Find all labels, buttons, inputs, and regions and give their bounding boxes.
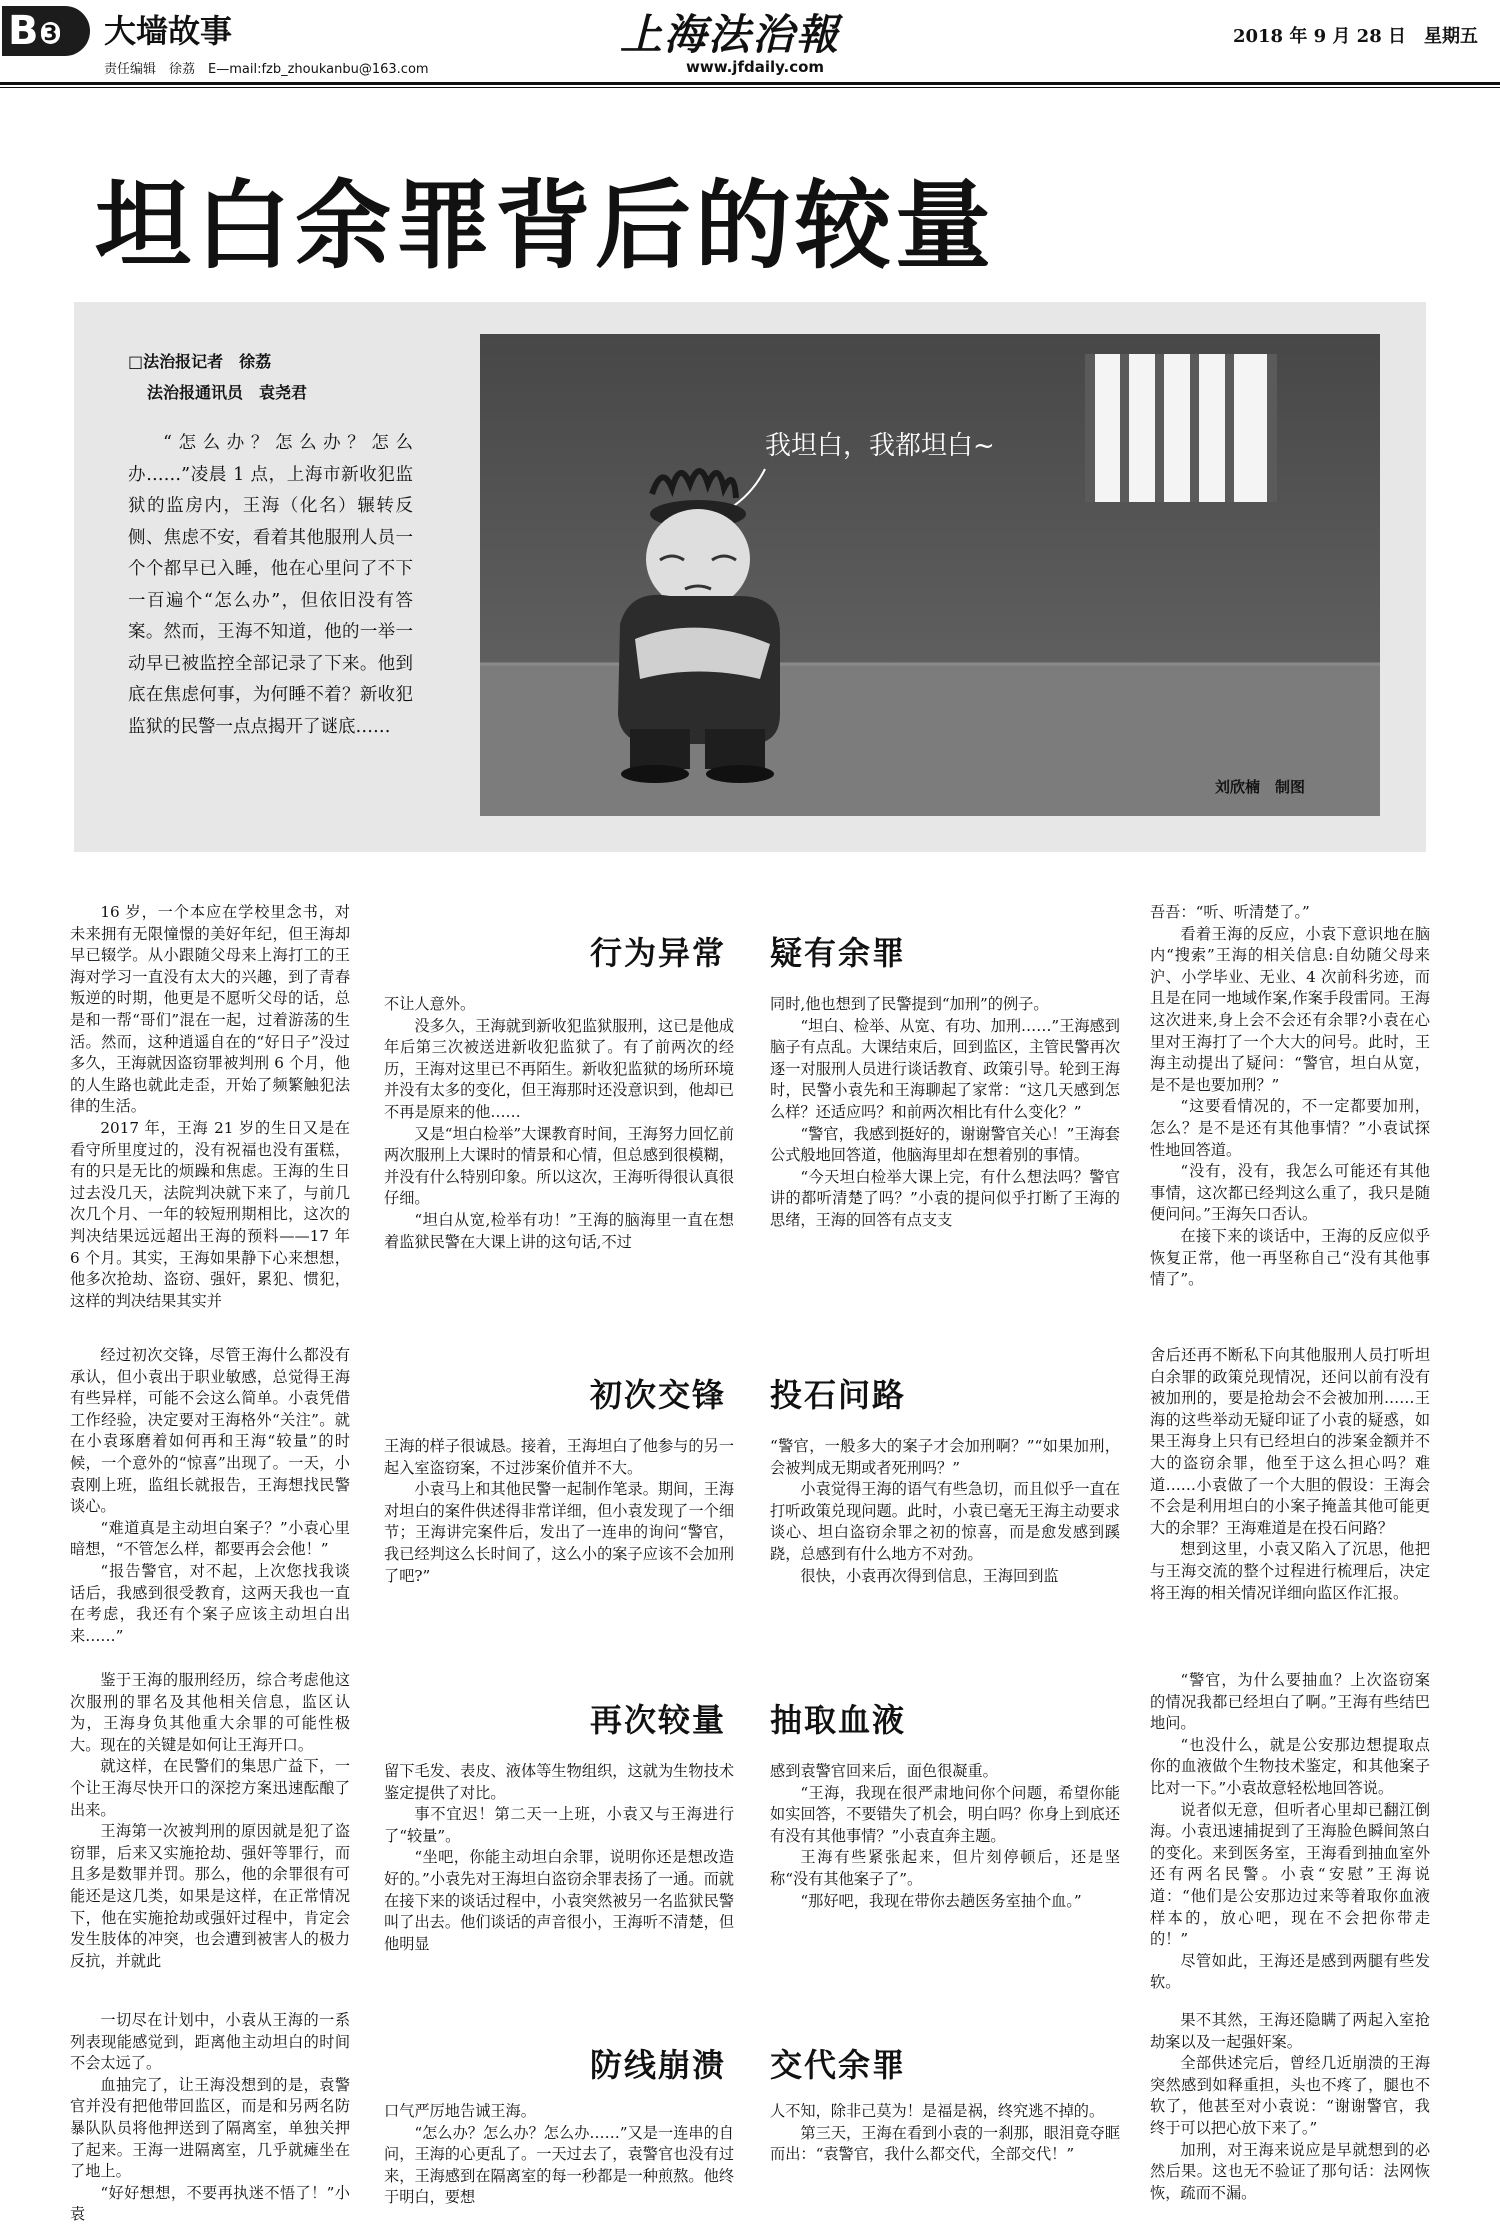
- column-1-2: 不让人意外。 没多久，王海就到新收犯监狱服刑，这已是他成年后第三次被送进新收犯监狱了。有了前两次的经历，王海对这里已不再陌生。新收犯监狱的场所环境并没有太多的变化，但王海那时还没意识到，他却已不再是原来的他…… 又是“坦白检举”大课教育时间，王海努力回忆前两次服刑上大课时的情景和心情，但总感到很模糊，并没有什么特别印象。所以这次，王海听得很认真很仔细。 “坦白从宽,检举有功！”王海的脑海里一直在想着监狱民警在大课上讲的这句话,不过: [384, 995, 734, 1251]
- column-4-4: 果不其然，王海还隐瞒了两起入室抢劫案以及一起强奸案。 全部供述完后，曾经几近崩溃的王海突然感到如释重担，头也不疼了，腿也不软了，他甚至对小袁说：“谢谢警官，我终于可以把心放下来了。” 加刑，对王海来说应是早就想到的必然后果。这也无不验证了那句话：法网恢恢，疏而不漏。: [1150, 2011, 1430, 2202]
- subhead-right-4: 交代余罪: [770, 2046, 907, 2084]
- byline-reporter: □法治报记者 徐荔: [128, 352, 272, 371]
- byline-correspondent: 法治报通讯员 袁尧君: [147, 383, 308, 402]
- prison-window: [1085, 354, 1277, 502]
- column-4-1: 一切尽在计划中，小袁从王海的一系列表现能感觉到，距离他主动坦白的时间不会太远了。 血抽完了，让王海没想到的是，袁警官并没有把他带回监区，而是和另两名防暴队队员将他押送到了隔离室，单独关押了起来。王海一进隔离室，几乎就瘫坐在了地上。 “好好想想，不要再执迷不悟了！”小袁: [70, 2011, 350, 2224]
- column-4-2: 口气严厉地告诫王海。 “怎么办？怎么办？怎么办……”又是一连串的自问，王海的心更乱了。一天过去了，袁警官也没有过来，王海感到在隔离室的每一秒都是一种煎熬。他终于明白，要想: [384, 2102, 734, 2207]
- column-3-3: 感到袁警官回来后，面色很凝重。 “王海，我现在很严肃地问你个问题，希望你能如实回答，不要错失了机会，明白吗？你身上到底还有没有其他事情？”小袁直奔主题。 王海有些紧张起来，但片刻停顿后，还是坚称“没有其他案子了”。 “那好吧，我现在带你去趟医务室抽个血。”: [770, 1762, 1120, 1910]
- subhead-right-1: 疑有余罪: [770, 934, 907, 972]
- intro-paragraph: “怎么办？怎么办？怎么办……”凌晨 1 点，上海市新收犯监狱的监房内，王海（化名）辗转反侧、焦虑不安，看着其他服刑人员一个个都早已入睡，他在心里问了不下一百遍个“怎么办”，但依旧没有答案。然而，王海不知道，他的一举一动早已被监控全部记录了下来。他到底在焦虑何事，为何睡不着？新收犯监狱的民警一点点揭开了谜底……: [128, 433, 413, 737]
- editor-line: 责任编辑 徐荔 E—mail:fzb_zhoukanbu@163.com: [104, 62, 429, 77]
- column-2-3: “警官，一般多大的案子才会加刑啊？”“如果加刑，会被判成无期或者死刑吗？” 小袁觉得王海的语气有些急切，而且似乎一直在打听政策兑现问题。此时，小袁已毫无王海主动要求谈心、坦白盗窃余罪之初的惊喜，而是愈发感到蹊跷，总感到有什么地方不对劲。 很快，小袁再次得到信息，王海回到监: [770, 1437, 1120, 1585]
- column-3-2: 留下毛发、表皮、液体等生物组织，这就为生物技术鉴定提供了对比。 事不宜迟！第二天一上班，小袁又与王海进行了“较量”。 “坐吧，你能主动坦白余罪，说明你还是想改造好的。”小袁先对王海坦白盗窃余罪表扬了一通。而就在接下来的谈话过程中，小袁突然被另一名监狱民警叫了出去。他们谈话的声音很小，王海听不清楚，但他明显: [384, 1762, 734, 1953]
- website-link[interactable]: www.jfdaily.com: [686, 58, 825, 76]
- subhead-right-2: 投石问路: [770, 1376, 907, 1414]
- subhead-left-1: 行为异常: [590, 934, 727, 972]
- header-rule: [0, 82, 1500, 85]
- newspaper-masthead: 上海法治報: [620, 10, 841, 59]
- subhead-left-4: 防线崩溃: [590, 2046, 727, 2084]
- illustration-credit: 刘欣楠 制图: [1215, 778, 1306, 796]
- column-1-3: 同时,他也想到了民警提到“加刑”的例子。 “坦白、检举、从宽、有功、加刑……”王海感到脑子有点乱。大课结束后，回到监区，主管民警再次逐一对服刑人员进行谈话教育、政策引导。轮到王海时，民警小袁先和王海聊起了家常：“这几天感到怎么样？还适应吗？和前两次相比有什么变化？” “警官，我感到挺好的，谢谢警官关心！”王海套公式般地回答道，他脑海里却在想着别的事情。 “今天坦白检举大课上完，有什么想法吗？警官讲的都听清楚了吗？”小袁的提问似乎打断了王海的思绪，王海的回答有点支支: [770, 995, 1120, 1229]
- column-2-1: 经过初次交锋，尽管王海什么都没有承认，但小袁出于职业敏感，总觉得王海有些异样，可能不会这么简单。小袁凭借工作经验，决定要对王海格外“关注”。就在小袁琢磨着如何再和王海“较量”的时候，一个意外的“惊喜”出现了。一天，小袁刚上班，监组长就报告，王海想找民警谈心。 “难道真是主动坦白案子？”小袁心里暗想，“不管怎么样，都要再会会他！” “报告警官，对不起，上次您找我谈话后，我感到很受教育，这两天我也一直在考虑，我还有个案子应该主动坦白出来……”: [70, 1346, 350, 1645]
- byline: [128, 346, 307, 408]
- speech-text: 我坦白，我都坦白~: [765, 431, 995, 461]
- column-4-3: 人不知，除非己莫为！是福是祸，终究逃不掉的。 第三天，王海在看到小袁的一刹那，眼泪竟夺眶而出：“袁警官，我什么都交代，全部交代！”: [770, 2102, 1120, 2164]
- article-headline: 坦白余罪背后的较量: [95, 170, 995, 282]
- article-illustration: [480, 334, 1380, 816]
- section-title: 大墙故事: [104, 12, 233, 50]
- issue-date: 2018 年 9 月 28 日 星期五: [1232, 26, 1478, 47]
- column-3-1: 鉴于王海的服刑经历，综合考虑他这次服刑的罪名及其他相关信息，监区认为，王海身负其他重大余罪的可能性极大。现在的关键是如何让王海开口。 就这样，在民警们的集思广益下，一个让王海尽快开口的深挖方案迅速酝酿了出来。 王海第一次被判刑的原因就是犯了盗窃罪，后来又实施抢劫、强奸等罪行，而且多是数罪并罚。那么，他的余罪很有可能还是这几类，如果是这样，在正常情况下，他在实施抢劫或强奸过程中，肯定会发生肢体的冲突，也会遭到被害人的极力反抗，并就此: [70, 1671, 350, 1970]
- subhead-left-2: 初次交锋: [590, 1376, 727, 1414]
- prisoner-illustration: [480, 334, 1380, 816]
- column-2-2: 王海的样子很诚恳。接着，王海坦白了他参与的另一起入室盗窃案，不过涉案价值并不大。 小袁马上和其他民警一起制作笔录。期间，王海对坦白的案件供述得非常详细，但小袁发现了一个细节；王海讲完案件后，发出了一连串的询问“警官，我已经判这么长时间了，这么小的案子应该不会加刑了吧?”: [384, 1437, 734, 1585]
- page-badge: B 3: [2, 6, 90, 56]
- subhead-right-3: 抽取血液: [770, 1701, 907, 1739]
- subhead-left-3: 再次较量: [590, 1701, 727, 1739]
- column-3-4: “警官，为什么要抽血？上次盗窃案的情况我都已经坦白了啊。”王海有些结巴地问。 “也没什么，就是公安那边想提取点你的血液做个生物技术鉴定，和其他案子比对一下。”小袁故意轻松地回答说。 说者似无意，但听者心里却已翻江倒海。小袁迅速捕捉到了王海脸色瞬间煞白的变化。来到医务室，王海看到抽血室外还有两名民警。小袁“安慰”王海说道：“他们是公安那边过来等着取你血液样本的，放心吧，现在不会把你带走的！” 尽管如此，王海还是感到两腿有些发软。: [1150, 1671, 1430, 1992]
- column-1-1: 16 岁，一个本应在学校里念书，对未来拥有无限憧憬的美好年纪，但王海却早已辍学。从小跟随父母来上海打工的王海对学习一直没有太大的兴趣，到了青春叛逆的时期，他更是不愿听父母的话，总是和一帮“哥们”混在一起，过着游荡的生活。然而，这种逍遥自在的“好日子”没过多久，王海就因盗窃罪被判刑 6 个月，他的人生路也就此走歪，开始了频繁触犯法律的生活。 2017 年，王海 21 岁的生日又是在看守所里度过的，没有祝福也没有蛋糕，有的只是无比的烦躁和焦虑。王海的生日过去没几天，法院判决就下来了，与前几次几个月、一年的较短刑期相比，这次的判决结果远远超出王海的预料——17 年 6 个月。其实，王海如果静下心来想想，他多次抢劫、盗窃、强奸，累犯、惯犯，这样的判决结果其实并: [70, 903, 350, 1310]
- column-1-4: 吾吾：“听、听清楚了。” 看着王海的反应，小袁下意识地在脑内“搜索”王海的相关信息:自幼随父母来沪、小学毕业、无业、4 次前科劣迹，而且是在同一地域作案,作案手段雷同。王海这次进来,身上会不会还有余罪?小袁在心里对王海打了一个大大的问号。此时，王海主动提出了疑问：“警官，坦白从宽，是不是也要加刑？” “这要看情况的，不一定都要加刑，怎么？是不是还有其他事情？”小袁试探性地回答道。 “没有，没有，我怎么可能还有其他事情，这次都已经判这么重了，我只是随便问问。”王海矢口否认。 在接下来的谈话中，王海的反应似乎恢复正常，他一再坚称自己“没有其他事情了”。: [1150, 903, 1430, 1289]
- header-rule-thin: [0, 87, 1500, 88]
- column-2-4: 舍后还再不断私下向其他服刑人员打听坦白余罪的政策兑现情况，还问以前有没有被加刑的，要是抢劫会不会被加刑……王海的这些举动无疑印证了小袁的疑惑，如果王海身上只有已经坦白的涉案金额并不大的盗窃余罪，他至于这么担心吗？难道……小袁做了一个大胆的假设：王海会不会是利用坦白的小案子掩盖其他可能更大的余罪？王海难道是在投石问路？ 想到这里，小袁又陷入了沉思，他把与王海交流的整个过程进行梳理后，决定将王海的相关情况详细向监区作汇报。: [1150, 1346, 1430, 1602]
